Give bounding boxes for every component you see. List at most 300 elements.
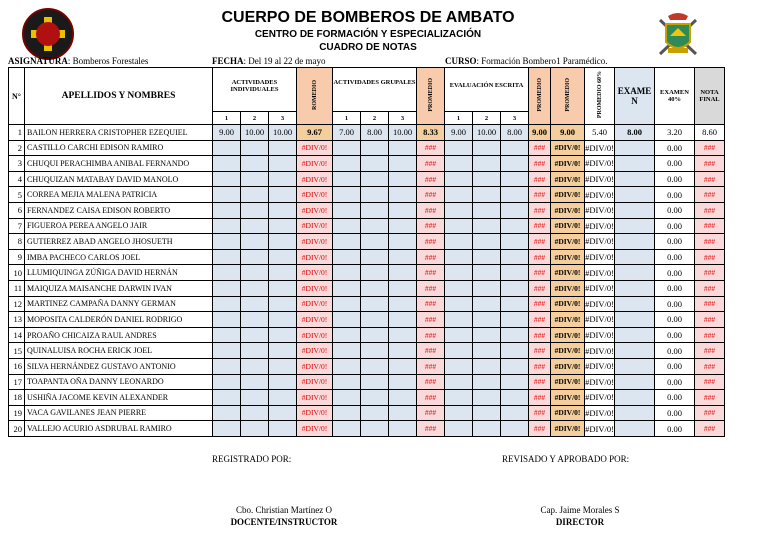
examen xyxy=(615,156,655,172)
promedio-2: ### xyxy=(417,358,445,374)
eval-2 xyxy=(473,249,501,265)
promedio-60: #DIV/0! xyxy=(585,187,615,203)
director-role: DIRECTOR xyxy=(555,517,605,527)
examen xyxy=(615,234,655,250)
promedio-2: 8.33 xyxy=(417,125,445,141)
name-cell: MAIQUIZA MAISANCHE DARWIN IVAN xyxy=(25,280,213,296)
revisado-label: REVISADO Y APROBADO POR: xyxy=(502,454,630,464)
eval-1 xyxy=(445,374,473,390)
curso-field: CURSO: Formación Bombero1 Paramédico. xyxy=(445,56,608,66)
eval-2 xyxy=(473,405,501,421)
promedio-2: ### xyxy=(417,296,445,312)
promedio-1: #DIV/0! xyxy=(297,405,333,421)
promedio-4: #DIV/0! xyxy=(551,187,585,203)
grup-3 xyxy=(389,343,417,359)
ind-1 xyxy=(213,140,241,156)
ind-3 xyxy=(269,421,297,437)
registrado-label: REGISTRADO POR: xyxy=(212,454,292,464)
eval-1 xyxy=(445,280,473,296)
num-cell: 17 xyxy=(9,374,25,390)
examen-40: 0.00 xyxy=(655,280,695,296)
promedio-4: #DIV/0! xyxy=(551,156,585,172)
eval-2 xyxy=(473,140,501,156)
col-promedio-60: PROMEDIO 60% xyxy=(585,68,615,125)
num-cell: 15 xyxy=(9,343,25,359)
promedio-1: #DIV/0! xyxy=(297,296,333,312)
promedio-4: 9.00 xyxy=(551,125,585,141)
eval-1 xyxy=(445,202,473,218)
eval-3 xyxy=(501,296,529,312)
grup-1 xyxy=(333,358,361,374)
promedio-60: #DIV/0! xyxy=(585,218,615,234)
promedio-3: ### xyxy=(529,421,551,437)
eval-2 xyxy=(473,421,501,437)
table-row xyxy=(9,234,725,250)
promedio-3: ### xyxy=(529,280,551,296)
name-cell: FIGUEROA PEREA ANGELO JAIR xyxy=(25,218,213,234)
promedio-1: #DIV/0! xyxy=(297,390,333,406)
promedio-1: #DIV/0! xyxy=(297,374,333,390)
eval-3 xyxy=(501,249,529,265)
eval-3 xyxy=(501,390,529,406)
promedio-2: ### xyxy=(417,343,445,359)
promedio-60: #DIV/0! xyxy=(585,234,615,250)
ind-2 xyxy=(241,405,269,421)
examen xyxy=(615,390,655,406)
ind-2 xyxy=(241,187,269,203)
eval-2 xyxy=(473,390,501,406)
promedio-4: #DIV/0! xyxy=(551,280,585,296)
promedio-4: #DIV/0! xyxy=(551,265,585,281)
grades-table xyxy=(8,67,725,437)
ind-1 xyxy=(213,327,241,343)
eval-1 xyxy=(445,249,473,265)
num-cell: 20 xyxy=(9,421,25,437)
grup-3 xyxy=(389,390,417,406)
ind-3 xyxy=(269,265,297,281)
table-row xyxy=(9,218,725,234)
eval-3 xyxy=(501,187,529,203)
examen xyxy=(615,171,655,187)
grup-2 xyxy=(361,343,389,359)
grup-2 xyxy=(361,358,389,374)
table-row xyxy=(9,312,725,328)
ind-1 xyxy=(213,171,241,187)
nota-final: 8.60 xyxy=(695,125,725,141)
eval-1 xyxy=(445,312,473,328)
col-actividades-individuales: ACTIVIDADES INDIVIDUALES xyxy=(213,68,297,112)
ind-3 xyxy=(269,374,297,390)
col-examen: EXAMEN xyxy=(615,68,655,125)
grup-3 xyxy=(389,358,417,374)
promedio-2: ### xyxy=(417,140,445,156)
num-cell: 6 xyxy=(9,202,25,218)
num-cell: 10 xyxy=(9,265,25,281)
ind-3 xyxy=(269,171,297,187)
eval-1 xyxy=(445,156,473,172)
ind-2 xyxy=(241,140,269,156)
promedio-60: 5.40 xyxy=(585,125,615,141)
ind-2 xyxy=(241,202,269,218)
grup-2 xyxy=(361,265,389,281)
table-row xyxy=(9,358,725,374)
nota-final: ### xyxy=(695,405,725,421)
grup-2: 8.00 xyxy=(361,125,389,141)
examen xyxy=(615,280,655,296)
nota-final: ### xyxy=(695,327,725,343)
ind-1 xyxy=(213,265,241,281)
promedio-60: #DIV/0! xyxy=(585,374,615,390)
grup-2 xyxy=(361,390,389,406)
promedio-4: #DIV/0! xyxy=(551,202,585,218)
promedio-4: #DIV/0! xyxy=(551,358,585,374)
promedio-60: #DIV/0! xyxy=(585,405,615,421)
eval-1 xyxy=(445,265,473,281)
nota-final: ### xyxy=(695,390,725,406)
examen-40: 0.00 xyxy=(655,234,695,250)
ind-2 xyxy=(241,343,269,359)
nota-final: ### xyxy=(695,218,725,234)
col-no: N° xyxy=(9,68,25,125)
promedio-2: ### xyxy=(417,218,445,234)
examen xyxy=(615,265,655,281)
col-actividades-grupales: ACTIVIDADES GRUPALES xyxy=(333,68,417,112)
ind-2 xyxy=(241,249,269,265)
promedio-1: #DIV/0! xyxy=(297,343,333,359)
eval-1 xyxy=(445,218,473,234)
examen xyxy=(615,249,655,265)
examen-40: 0.00 xyxy=(655,405,695,421)
col-promedio-1: ROMEDIO xyxy=(297,68,333,125)
promedio-1: #DIV/0! xyxy=(297,234,333,250)
eval-1 xyxy=(445,187,473,203)
ind-2 xyxy=(241,234,269,250)
promedio-2: ### xyxy=(417,249,445,265)
num-cell: 7 xyxy=(9,218,25,234)
promedio-4: #DIV/0! xyxy=(551,390,585,406)
ind-3 xyxy=(269,327,297,343)
grup-2 xyxy=(361,374,389,390)
promedio-4: #DIV/0! xyxy=(551,249,585,265)
promedio-2: ### xyxy=(417,202,445,218)
examen-40: 0.00 xyxy=(655,312,695,328)
examen xyxy=(615,358,655,374)
num-cell: 2 xyxy=(9,140,25,156)
eval-1 xyxy=(445,296,473,312)
eval-3 xyxy=(501,358,529,374)
name-cell: CHUQUI PERACHIMBA ANIBAL FERNANDO xyxy=(25,156,213,172)
grup-1 xyxy=(333,140,361,156)
ind-3 xyxy=(269,234,297,250)
ind-3 xyxy=(269,312,297,328)
promedio-1: #DIV/0! xyxy=(297,312,333,328)
examen-40: 0.00 xyxy=(655,421,695,437)
promedio-3: ### xyxy=(529,312,551,328)
grup-1 xyxy=(333,312,361,328)
ind-2 xyxy=(241,358,269,374)
examen-40: 0.00 xyxy=(655,249,695,265)
eval-2 xyxy=(473,202,501,218)
promedio-60: #DIV/0! xyxy=(585,312,615,328)
name-cell: MOPOSITA CALDERÓN DANIEL RODRIGO xyxy=(25,312,213,328)
table-row xyxy=(9,140,725,156)
ind-1 xyxy=(213,358,241,374)
grup-3 xyxy=(389,140,417,156)
promedio-2: ### xyxy=(417,156,445,172)
sub-col-3: 3 xyxy=(269,112,297,125)
grup-1 xyxy=(333,296,361,312)
ind-1 xyxy=(213,374,241,390)
grup-3 xyxy=(389,171,417,187)
promedio-3: ### xyxy=(529,218,551,234)
grup-3 xyxy=(389,421,417,437)
instructor-name: Cbo. Christian Martínez O xyxy=(236,505,332,515)
grup-2 xyxy=(361,234,389,250)
eval-2 xyxy=(473,187,501,203)
promedio-1: #DIV/0! xyxy=(297,218,333,234)
promedio-2: ### xyxy=(417,374,445,390)
ind-3 xyxy=(269,358,297,374)
eval-1 xyxy=(445,421,473,437)
grup-2 xyxy=(361,171,389,187)
table-row xyxy=(9,390,725,406)
promedio-4: #DIV/0! xyxy=(551,296,585,312)
ind-3 xyxy=(269,140,297,156)
num-cell: 8 xyxy=(9,234,25,250)
promedio-2: ### xyxy=(417,405,445,421)
name-cell: MARTINEZ CAMPAÑA DANNY GERMAN xyxy=(25,296,213,312)
eval-1 xyxy=(445,405,473,421)
num-cell: 13 xyxy=(9,312,25,328)
nota-final: ### xyxy=(695,234,725,250)
page-subtitle-2: CUADRO DE NOTAS xyxy=(319,42,417,53)
num-cell: 3 xyxy=(9,156,25,172)
promedio-1: #DIV/0! xyxy=(297,171,333,187)
grup-1: 7.00 xyxy=(333,125,361,141)
table-row xyxy=(9,202,725,218)
sub-col-1: 1 xyxy=(333,112,361,125)
ind-2 xyxy=(241,280,269,296)
promedio-3: ### xyxy=(529,234,551,250)
examen xyxy=(615,140,655,156)
grup-1 xyxy=(333,156,361,172)
name-cell: CHUQUIZAN MATABAY DAVID MANOLO xyxy=(25,171,213,187)
num-cell: 12 xyxy=(9,296,25,312)
promedio-1: #DIV/0! xyxy=(297,358,333,374)
promedio-1: #DIV/0! xyxy=(297,327,333,343)
examen-40: 3.20 xyxy=(655,125,695,141)
examen-40: 0.00 xyxy=(655,187,695,203)
nota-final: ### xyxy=(695,374,725,390)
sub-col-3: 3 xyxy=(501,112,529,125)
examen-40: 0.00 xyxy=(655,218,695,234)
eval-1 xyxy=(445,140,473,156)
name-cell: SILVA HERNÁNDEZ GUSTAVO ANTONIO xyxy=(25,358,213,374)
grup-3 xyxy=(389,265,417,281)
name-cell: BAILON HERRERA CRISTOPHER EZEQUIEL xyxy=(25,125,213,141)
col-examen-40: EXAMEN 40% xyxy=(655,68,695,125)
ind-3 xyxy=(269,187,297,203)
examen xyxy=(615,218,655,234)
eval-1 xyxy=(445,343,473,359)
eval-3: 8.00 xyxy=(501,125,529,141)
grup-2 xyxy=(361,218,389,234)
ind-2 xyxy=(241,312,269,328)
grup-3 xyxy=(389,405,417,421)
promedio-3: ### xyxy=(529,327,551,343)
eval-3 xyxy=(501,171,529,187)
grup-3 xyxy=(389,327,417,343)
promedio-2: ### xyxy=(417,265,445,281)
promedio-4: #DIV/0! xyxy=(551,327,585,343)
promedio-60: #DIV/0! xyxy=(585,358,615,374)
promedio-3: ### xyxy=(529,343,551,359)
promedio-4: #DIV/0! xyxy=(551,343,585,359)
promedio-1: #DIV/0! xyxy=(297,249,333,265)
num-cell: 18 xyxy=(9,390,25,406)
examen-40: 0.00 xyxy=(655,374,695,390)
promedio-4: #DIV/0! xyxy=(551,405,585,421)
ind-1 xyxy=(213,234,241,250)
eval-2 xyxy=(473,171,501,187)
eval-2 xyxy=(473,343,501,359)
promedio-3: ### xyxy=(529,171,551,187)
ind-3 xyxy=(269,296,297,312)
examen-40: 0.00 xyxy=(655,296,695,312)
ind-1: 9.00 xyxy=(213,125,241,141)
promedio-3: ### xyxy=(529,296,551,312)
promedio-1: #DIV/0! xyxy=(297,156,333,172)
grup-2 xyxy=(361,327,389,343)
examen-40: 0.00 xyxy=(655,358,695,374)
promedio-2: ### xyxy=(417,280,445,296)
examen xyxy=(615,312,655,328)
sub-col-1: 1 xyxy=(445,112,473,125)
examen xyxy=(615,202,655,218)
num-cell: 1 xyxy=(9,125,25,141)
promedio-2: ### xyxy=(417,421,445,437)
promedio-60: #DIV/0! xyxy=(585,156,615,172)
name-cell: GUTIERREZ ABAD ANGELO JHOSUETH xyxy=(25,234,213,250)
num-cell: 11 xyxy=(9,280,25,296)
nota-final: ### xyxy=(695,187,725,203)
promedio-4: #DIV/0! xyxy=(551,218,585,234)
table-row xyxy=(9,125,725,141)
promedio-1: #DIV/0! xyxy=(297,187,333,203)
grup-3 xyxy=(389,374,417,390)
nota-final: ### xyxy=(695,171,725,187)
eval-3 xyxy=(501,234,529,250)
table-row xyxy=(9,327,725,343)
eval-3 xyxy=(501,327,529,343)
examen xyxy=(615,405,655,421)
ind-1 xyxy=(213,390,241,406)
ind-1 xyxy=(213,280,241,296)
grup-3 xyxy=(389,218,417,234)
grup-3 xyxy=(389,312,417,328)
eval-3 xyxy=(501,421,529,437)
grup-1 xyxy=(333,249,361,265)
nota-final: ### xyxy=(695,265,725,281)
name-cell: CASTILLO CARCHI EDISON RAMIRO xyxy=(25,140,213,156)
grup-1 xyxy=(333,202,361,218)
promedio-2: ### xyxy=(417,390,445,406)
examen xyxy=(615,343,655,359)
name-cell: CORREA MEJIA MALENA PATRICIA xyxy=(25,187,213,203)
promedio-60: #DIV/0! xyxy=(585,421,615,437)
promedio-2: ### xyxy=(417,312,445,328)
promedio-60: #DIV/0! xyxy=(585,249,615,265)
eval-2 xyxy=(473,358,501,374)
grup-2 xyxy=(361,280,389,296)
promedio-3: ### xyxy=(529,140,551,156)
grup-3 xyxy=(389,249,417,265)
promedio-3: ### xyxy=(529,405,551,421)
grup-1 xyxy=(333,405,361,421)
grup-1 xyxy=(333,187,361,203)
table-row xyxy=(9,405,725,421)
promedio-3: ### xyxy=(529,187,551,203)
name-cell: VALLEJO ACURIO ASDRUBAL RAMIRO xyxy=(25,421,213,437)
promedio-60: #DIV/0! xyxy=(585,390,615,406)
sub-col-2: 2 xyxy=(361,112,389,125)
table-row xyxy=(9,249,725,265)
ind-3: 10.00 xyxy=(269,125,297,141)
promedio-1: 9.67 xyxy=(297,125,333,141)
num-cell: 4 xyxy=(9,171,25,187)
col-names: APELLIDOS Y NOMBRES xyxy=(25,68,213,125)
ind-2 xyxy=(241,265,269,281)
sub-col-3: 3 xyxy=(389,112,417,125)
name-cell: USHIÑA JACOME KEVIN ALEXANDER xyxy=(25,390,213,406)
eval-1 xyxy=(445,171,473,187)
eval-2 xyxy=(473,234,501,250)
grup-1 xyxy=(333,234,361,250)
promedio-60: #DIV/0! xyxy=(585,140,615,156)
name-cell: PROAÑO CHICAIZA RAUL ANDRES xyxy=(25,327,213,343)
nota-final: ### xyxy=(695,202,725,218)
grup-2 xyxy=(361,156,389,172)
nota-final: ### xyxy=(695,280,725,296)
grup-2 xyxy=(361,249,389,265)
table-row xyxy=(9,374,725,390)
eval-3 xyxy=(501,374,529,390)
examen-40: 0.00 xyxy=(655,140,695,156)
table-row xyxy=(9,171,725,187)
eval-2 xyxy=(473,156,501,172)
grup-2 xyxy=(361,312,389,328)
sub-col-1: 1 xyxy=(213,112,241,125)
promedio-1: #DIV/0! xyxy=(297,421,333,437)
ind-1 xyxy=(213,202,241,218)
nota-final: ### xyxy=(695,421,725,437)
examen: 8.00 xyxy=(615,125,655,141)
grup-3 xyxy=(389,187,417,203)
grup-1 xyxy=(333,218,361,234)
nota-final: ### xyxy=(695,312,725,328)
name-cell: VACA GAVILANES JEAN PIERRE xyxy=(25,405,213,421)
ind-3 xyxy=(269,218,297,234)
promedio-60: #DIV/0! xyxy=(585,171,615,187)
eval-3 xyxy=(501,405,529,421)
eval-1: 9.00 xyxy=(445,125,473,141)
promedio-60: #DIV/0! xyxy=(585,202,615,218)
ind-3 xyxy=(269,343,297,359)
promedio-3: ### xyxy=(529,202,551,218)
grup-2 xyxy=(361,296,389,312)
examen-40: 0.00 xyxy=(655,171,695,187)
ind-2 xyxy=(241,327,269,343)
